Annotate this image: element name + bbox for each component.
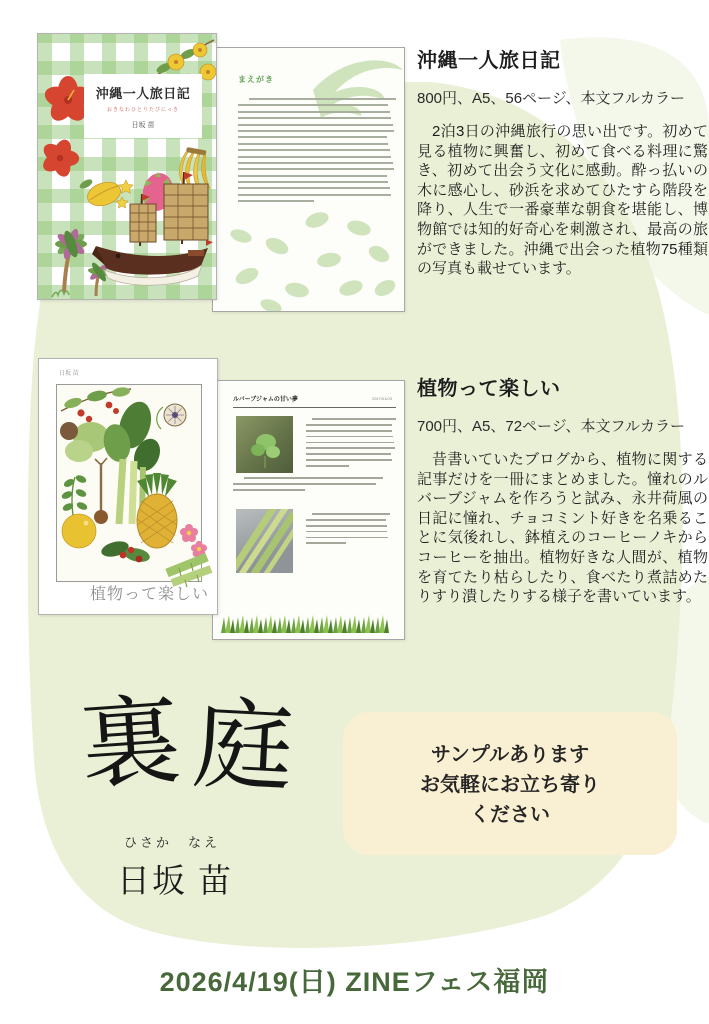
pineapple-icon bbox=[137, 473, 177, 548]
book2-cover bbox=[38, 358, 218, 615]
book1-cover-title: 沖縄一人旅日記 bbox=[95, 86, 191, 101]
book2-cover-author: 日坂 苗 bbox=[59, 371, 79, 377]
hibiscus-icon bbox=[38, 133, 86, 184]
notice-line: ください bbox=[470, 804, 550, 826]
book1-cover bbox=[37, 33, 217, 300]
leafy-greens-icon bbox=[60, 398, 165, 476]
blog-text-block bbox=[233, 477, 383, 495]
author-furigana: ひさか なえ bbox=[124, 835, 221, 850]
citrus-icon bbox=[62, 514, 96, 548]
book2-sample-page bbox=[212, 380, 405, 640]
book1-specs: 800円、A5、56ページ、本文フルカラー bbox=[417, 90, 685, 107]
book1-cover-author: 日坂 苗 bbox=[131, 122, 155, 129]
book1-sample-page bbox=[212, 47, 405, 312]
seedling-photo bbox=[236, 416, 293, 473]
book1-description: 2泊3日の沖縄旅行の思い出です。初めて見る植物に興奮し、初めて食べる料理に驚き、初めて出会う文化に感動。酔っ払いの木に感心し、砂浜を求めてひたすら階段を降り、人生で一番豪華な朝食を堪能し、博物館では知的好奇心を刺激され、最高の旅ができました。沖縄で出会った植物75種類の写真も載せています。 bbox=[417, 123, 708, 278]
blog-text-block bbox=[306, 513, 390, 548]
pink-flowers-icon bbox=[180, 524, 207, 557]
blog-post-date: 2017/01/03 bbox=[371, 396, 392, 401]
book1-title: 沖縄一人旅日記 bbox=[417, 50, 561, 72]
preface-body-text bbox=[238, 98, 396, 207]
book2-title: 植物って楽しい bbox=[417, 378, 561, 400]
book1-info bbox=[417, 44, 708, 279]
mint-icon bbox=[61, 474, 87, 515]
scattered-petals-icon bbox=[229, 209, 398, 311]
circle-name-char1: 裏 bbox=[76, 683, 199, 803]
book1-cover-title-panel bbox=[84, 74, 202, 138]
passion-flower-icon bbox=[157, 404, 186, 429]
author-name: 日坂 苗 bbox=[117, 862, 234, 899]
sample-notice-box bbox=[343, 712, 677, 855]
blog-text-block bbox=[306, 418, 396, 471]
book2-info bbox=[417, 372, 708, 607]
book2-cover-title: 植物って楽しい bbox=[89, 586, 209, 603]
notice-line: お気軽にお立ち寄り bbox=[420, 774, 600, 796]
book2-cover-illustrations bbox=[39, 359, 217, 614]
grass-border-icon bbox=[221, 615, 396, 633]
rhubarb-stalks-photo bbox=[236, 509, 293, 573]
book2-specs: 700円、A5、72ページ、本文フルカラー bbox=[417, 418, 685, 435]
blog-post-title: ルバーブジャムの甘い夢 bbox=[233, 397, 298, 403]
book1-cover-subtitle: おきなわひとりたびにっき bbox=[107, 107, 179, 113]
divider bbox=[233, 407, 396, 408]
berry-branch-icon bbox=[61, 386, 131, 422]
notice-line: サンプルあります bbox=[430, 744, 590, 766]
event-date: 2026/4/19(日) ZINEフェス福岡 bbox=[159, 967, 550, 997]
preface-heading: まえがき bbox=[238, 75, 274, 84]
coffee-berries-icon bbox=[100, 539, 151, 564]
star-fruit-icon bbox=[78, 177, 133, 209]
circle-name bbox=[76, 662, 311, 806]
circle-name-char2: 庭 bbox=[190, 688, 311, 806]
rhubarb-stalks-icon bbox=[94, 458, 143, 524]
book2-description: 昔書いていたブログから、植物に関する記事だけを一冊にまとめました。憧れのルバーブジャムを作ろうと試み、永井荷風の日記に憧れ、チョコミント好きを名乗ることに気後れし、鉢植えのコーヒーノキからコーヒーを抽出。植物好きな人間が、植物を育てたり枯らしたり、食べたり煮詰めたりすり潰したりする様子を書いています。 bbox=[417, 451, 708, 606]
